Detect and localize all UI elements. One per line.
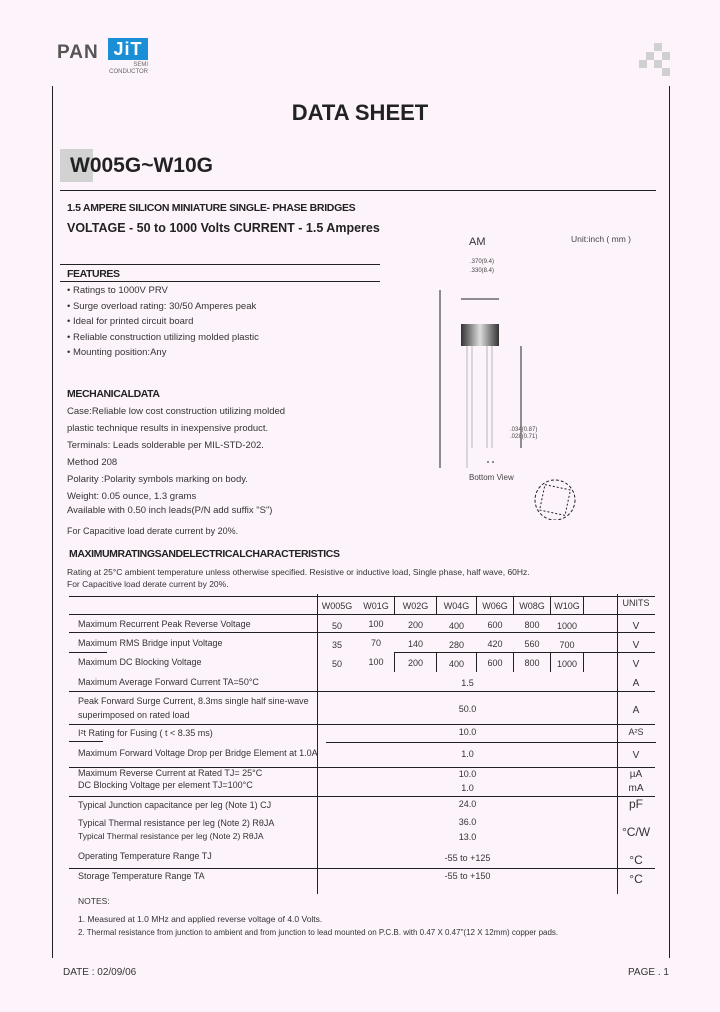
row-param: Maximum Average Forward Current TA=50°C [78, 677, 259, 687]
product-description: 1.5 AMPERE SILICON MINIATURE SINGLE- PHASE BRIDGES [67, 202, 356, 214]
row-value: 400 [448, 659, 465, 669]
logo-subtitle [108, 62, 148, 76]
row-unit: mA [628, 783, 644, 794]
row-value: 800 [524, 658, 540, 668]
row-param: Maximum DC Blocking Voltage [78, 657, 202, 667]
column-header: W01G [363, 601, 389, 611]
footer-date: DATE : 02/09/06 [63, 967, 137, 978]
derate-note: For Capacitive load derate current by 20%. [67, 526, 239, 536]
row-param: Maximum Reverse Current at Rated TJ= 25°C [78, 768, 263, 778]
row-param: Typical Thermal resistance per leg (Note 2) RθJA [78, 831, 264, 841]
row-value: 13.0 [458, 832, 477, 842]
ratings-derate: For Capacitive load derate current by 20%. [67, 579, 229, 589]
feature-item: • Reliable construction utilizing molded plastic [67, 331, 259, 343]
row-value: 200 [407, 620, 424, 630]
row-param: DC Blocking Voltage per element TJ=100°C [78, 780, 253, 790]
frame-right-border [669, 86, 670, 958]
row-value: 1000 [556, 659, 578, 669]
title-divider [60, 190, 656, 191]
row-unit: °C [629, 853, 643, 867]
features-heading: FEATURES [67, 268, 120, 280]
dim-lead-dia-1: .034(0.87) [510, 427, 538, 433]
footer-page: PAGE . 1 [628, 967, 669, 978]
row-param: Peak Forward Surge Current, 8.3ms single half sine-wave [78, 696, 309, 706]
row-value: 35 [331, 640, 342, 650]
mechanical-line: Weight: 0.05 ounce, 1.3 grams [67, 491, 197, 502]
ratings-heading: MAXIMUMRATINGSANDELECTRICALCHARACTERISTICS [69, 548, 340, 560]
note-2: 2. Thermal resistance from junction to ambient and from junction to lead mounted on P.C.B. with 0.47 X 0.47"(12 X 12mm) copper pads. [78, 928, 559, 937]
logo-sub-conductor: CONDUCTOR [109, 69, 148, 75]
row-value: 400 [448, 621, 465, 631]
row-unit: °C [629, 872, 643, 886]
features-bottom-divider [60, 281, 380, 282]
row-param: Maximum RMS Bridge input Voltage [78, 638, 223, 648]
voltage-current-summary: VOLTAGE - 50 to 1000 Volts CURRENT - 1.5 Amperes [67, 221, 380, 235]
row-value: 100 [368, 657, 384, 667]
note-1: 1. Measured at 1.0 MHz and applied reverse voltage of 4.0 Volts. [78, 914, 323, 924]
row-param: superimposed on rated load [78, 710, 190, 720]
row-unit: °C/W [621, 825, 651, 839]
leads-note: Available with 0.50 inch leads(P/N add suffix "S") [67, 505, 273, 516]
dim-top-2: .330(8.4) [470, 268, 495, 274]
mechanical-line: Method 208 [67, 457, 118, 468]
column-header: W005G [321, 601, 353, 611]
row-value: 560 [524, 639, 540, 649]
row-value: 1.0 [461, 749, 474, 759]
row-value: 140 [407, 639, 424, 649]
frame-left-border [52, 86, 53, 958]
row-param: I²t Rating for Fusing ( t < 8.35 ms) [78, 728, 213, 738]
mechanical-data-list [67, 403, 285, 505]
row-param: Maximum Forward Voltage Drop per Bridge Element at 1.0A [78, 748, 318, 758]
column-header: W08G [519, 601, 545, 611]
row-unit: V [632, 750, 640, 761]
row-value: 600 [487, 620, 503, 630]
row-value: 800 [524, 620, 540, 630]
feature-item: • Mounting position:Any [67, 347, 167, 358]
column-header: W06G [482, 601, 508, 611]
logo-pan: PAN [57, 42, 99, 63]
row-value: -55 to +150 [444, 871, 491, 881]
row-value: 100 [368, 619, 384, 629]
row-value: 1.0 [461, 783, 474, 793]
row-value: -55 to +125 [444, 853, 491, 863]
row-value: 1000 [556, 621, 578, 631]
package-label: AM [469, 236, 486, 248]
row-value: 200 [407, 658, 424, 668]
row-unit: A [632, 705, 640, 716]
features-top-divider [60, 264, 380, 265]
mechanical-line: Case:Reliable low cost construction utilizing molded [67, 406, 286, 417]
feature-item: • Ratings to 1000V PRV [67, 285, 168, 296]
row-value: 1.5 [461, 678, 474, 688]
row-param: Storage Temperature Range TA [78, 871, 205, 881]
row-value: 600 [487, 658, 503, 668]
page-title: DATA SHEET [291, 100, 429, 125]
row-value: 420 [487, 639, 503, 649]
row-value: 24.0 [458, 799, 477, 809]
row-unit: A²S [628, 727, 644, 737]
notes-heading: NOTES: [78, 896, 110, 906]
row-param: Operating Temperature Range TJ [78, 851, 212, 861]
row-unit: V [632, 659, 640, 670]
row-unit: V [632, 640, 640, 651]
package-outline-diagram [400, 250, 640, 520]
mechanical-line: plastic technique results in inexpensive product. [67, 423, 269, 434]
dim-lead-dia-2: .028(0.71) [510, 434, 538, 440]
logo-sub-semi: SEMI [133, 62, 148, 68]
ratings-condition: Rating at 25°C ambient temperature unless otherwise specified. Resistive or inductive load, Single phase, half wave, 60Hz. [67, 567, 530, 577]
mechanical-line: Polarity :Polarity symbols marking on body. [67, 474, 248, 485]
row-value: 50 [331, 659, 342, 669]
row-value: 70 [370, 638, 381, 648]
column-header: W02G [402, 601, 429, 611]
mechanical-heading: MECHANICALDATA [67, 388, 160, 400]
row-unit: V [632, 621, 640, 632]
bottom-view-label: Bottom View [469, 473, 514, 482]
row-unit: µA [629, 769, 643, 780]
row-unit: pF [628, 797, 643, 811]
row-param: Typical Thermal resistance per leg (Note 2) RθJA [78, 818, 275, 828]
feature-item: • Surge overload rating: 30/50 Amperes peak [67, 300, 257, 312]
part-number: W005G~W10G [70, 154, 213, 177]
row-param: Maximum Recurrent Peak Reverse Voltage [78, 619, 251, 629]
mechanical-line: Terminals: Leads solderable per MIL-STD-202. [67, 440, 264, 451]
column-header: W04G [443, 601, 470, 611]
dim-top-1: .370(9.4) [470, 259, 495, 265]
feature-item: • Ideal for printed circuit board [67, 316, 194, 327]
logo-jit: JiT [108, 38, 148, 60]
row-value: 10.0 [458, 727, 477, 737]
row-param: Typical Junction capacitance per leg (Note 1) CJ [78, 800, 272, 810]
row-value: 50.0 [458, 704, 477, 714]
row-value: 700 [559, 640, 575, 650]
row-value: 36.0 [458, 817, 477, 827]
row-unit: A [632, 678, 640, 689]
row-value: 50 [331, 621, 342, 631]
row-value: 10.0 [458, 769, 477, 779]
units-header: UNITS [622, 598, 650, 608]
features-list [67, 283, 259, 361]
unit-label: Unit:inch ( mm ) [571, 234, 631, 244]
row-value: 280 [448, 640, 465, 650]
column-header: W10G [554, 601, 580, 611]
